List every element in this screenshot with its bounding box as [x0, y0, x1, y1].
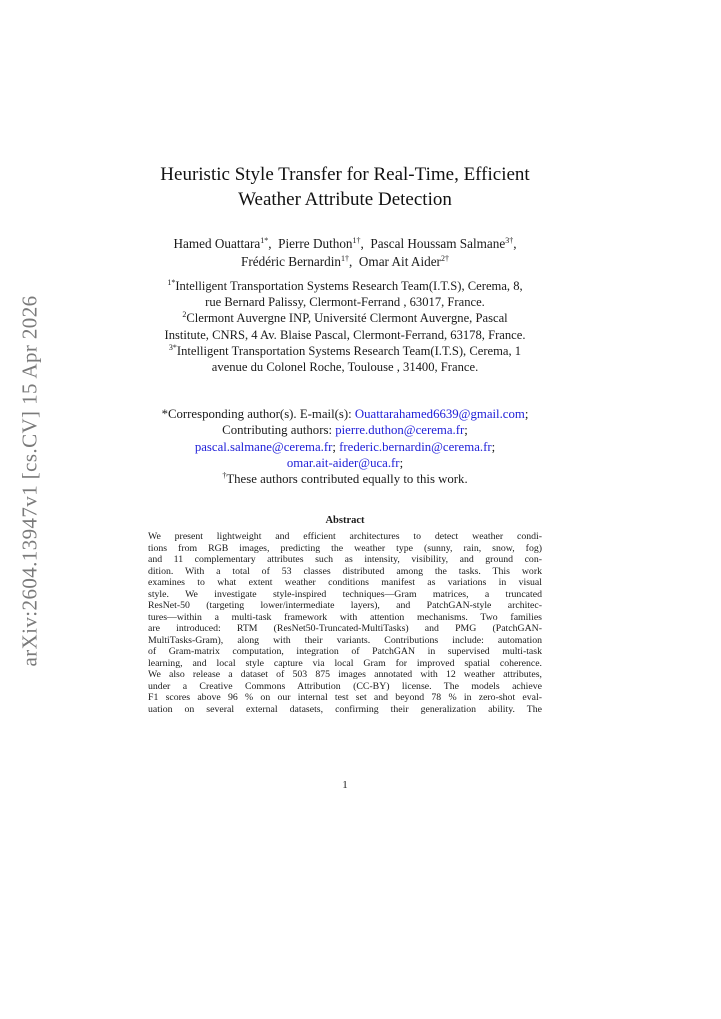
- arxiv-stamp-text: arXiv:2604.13947v1 [cs.CV] 15 Apr 2026: [17, 295, 42, 667]
- abstract-line: F1 scores above 96 % on our internal test set and beyond 78 % in zero-shot eval-: [148, 692, 542, 703]
- abstract-line: examines to what extent weather conditions manifest as variations in visual: [148, 577, 542, 588]
- abstract-line: MultiTasks-Gram), along with their variants. Contributions include: automation: [148, 634, 542, 646]
- email-link-aitaider[interactable]: omar.ait-aider@uca.fr: [286, 455, 400, 470]
- affiliation-3-line-2: avenue du Colonel Roche, Toulouse , 31400, France.: [211, 360, 479, 375]
- abstract-line: learning, and local style capture via local Gram for improved spatial coherence.: [148, 657, 542, 669]
- title-line-2: Weather Attribute Detection: [238, 189, 452, 210]
- author-list: [120, 235, 570, 271]
- email-link-salmane[interactable]: pascal.salmane@cerema.fr: [194, 439, 333, 454]
- abstract-line: under a Creative Commons Attribution (CC-BY) license. The models achieve: [148, 680, 542, 692]
- author-line-2: Frédéric Bernardin$^{1\dagger}$, Omar Ait Aider$^{2\dagger}$: [241, 254, 449, 269]
- author-mark: 1†: [352, 236, 361, 245]
- abstract-line: style. We investigate style-inspired techniques—Gram matrices, a truncated: [148, 588, 542, 600]
- affiliation-mark: 2: [182, 310, 187, 320]
- author-name: Pierre Duthon: [278, 236, 353, 251]
- corresponding-line: [118, 406, 572, 422]
- dagger-mark: †: [222, 471, 227, 481]
- affiliation-mark: 1*: [167, 278, 176, 287]
- author-mark: 3†: [505, 236, 514, 245]
- arxiv-stamp: [15, 296, 45, 666]
- emails-line-2: [118, 455, 572, 471]
- author-name: Frédéric Bernardin: [241, 254, 342, 269]
- page-number: 1: [342, 779, 348, 791]
- abstract-heading: Abstract: [325, 515, 365, 526]
- abstract-line: and 11 complementary attributes such as intensity, visibility, and ground con-: [148, 554, 542, 565]
- paper-title: [120, 162, 570, 212]
- author-mark: 1†: [341, 254, 350, 263]
- corresponding-label: *Corresponding author(s). E-mail(s):: [161, 407, 355, 421]
- author-name: Omar Ait Aider: [358, 254, 441, 269]
- email-link-duthon[interactable]: pierre.duthon@cerema.fr: [335, 423, 465, 438]
- affiliation-text: Clermont Auvergne INP, Université Clermont Auvergne, Pascal: [186, 311, 508, 326]
- affiliation-3-line-1: [118, 343, 572, 359]
- author-mark: 1*: [260, 236, 269, 245]
- affiliation-mark: 3*: [168, 342, 177, 352]
- emails-line: [118, 439, 572, 455]
- author-line-1: Hamed Ouattara$^{1*}$, Pierre Duthon$^{1\dagger}$, Pascal Houssam Salmane$^{3\dagger}$,: [173, 236, 517, 251]
- abstract-line: are introduced: RTM (ResNet50-Truncated-MultiTasks) and PMG (PatchGAN-: [148, 623, 542, 634]
- abstract-body: [148, 531, 542, 715]
- abstract-line: tures—within a multi-task framework with attention mechanisms. Two families: [148, 611, 542, 623]
- separator: ;: [332, 439, 336, 454]
- equal-contribution-note: [118, 471, 572, 487]
- author-name: Pascal Houssam Salmane: [370, 236, 506, 251]
- corresponding-email-link[interactable]: Ouattarahamed6639@gmail.com: [354, 407, 525, 421]
- separator: ;: [399, 455, 404, 470]
- equal-contribution-text: These authors contributed equally to this work.: [226, 472, 468, 487]
- abstract-line: dition. With a total of 53 classes distributed among the tasks. This work: [148, 565, 542, 577]
- title-line-1: Heuristic Style Transfer for Real-Time, Efficient: [160, 164, 530, 185]
- affiliation-1-line-1: [118, 278, 572, 294]
- contributing-label: Contributing authors:: [222, 423, 336, 438]
- author-name: Hamed Ouattara: [173, 236, 261, 251]
- separator: ;: [464, 423, 468, 438]
- abstract-line: ResNet-50 (targeting lower/intermediate layers), and PatchGAN-style architec-: [148, 600, 542, 611]
- author-mark: 2†: [440, 254, 449, 263]
- affiliation-2-line-1: [118, 310, 572, 326]
- affiliation-2-line-2: Institute, CNRS, 4 Av. Blaise Pascal, Clermont-Ferrand, 63178, France.: [164, 327, 526, 342]
- affiliations: [118, 278, 572, 375]
- email-link-bernardin[interactable]: frederic.bernardin@cerema.fr: [339, 439, 492, 454]
- affiliation-text: Intelligent Transportation Systems Research Team(I.T.S), Cerema, 1: [176, 343, 522, 358]
- contributing-line: [118, 422, 572, 438]
- affiliation-text: Intelligent Transportation Systems Research Team(I.T.S), Cerema, 8,: [175, 279, 523, 293]
- abstract-line: tions from RGB images, predicting the weather type (sunny, rain, snow, fog): [148, 542, 542, 554]
- abstract-line: uation on several external datasets, confirming their generalization ability. The: [148, 703, 542, 715]
- affiliation-1-line-2: rue Bernard Palissy, Clermont-Ferrand , 63017, France.: [205, 295, 485, 310]
- separator: ;: [524, 407, 529, 421]
- abstract-line: We present lightweight and efficient architectures to detect weather condi-: [148, 531, 542, 542]
- correspondence-block: [118, 406, 572, 487]
- separator: ;: [491, 439, 496, 454]
- abstract-line: We also release a dataset of 503 875 images annotated with 12 weather attributes,: [148, 669, 542, 680]
- abstract-line: of Gram-matrix computation, integration of PatchGAN in supervised multi-task: [148, 646, 542, 657]
